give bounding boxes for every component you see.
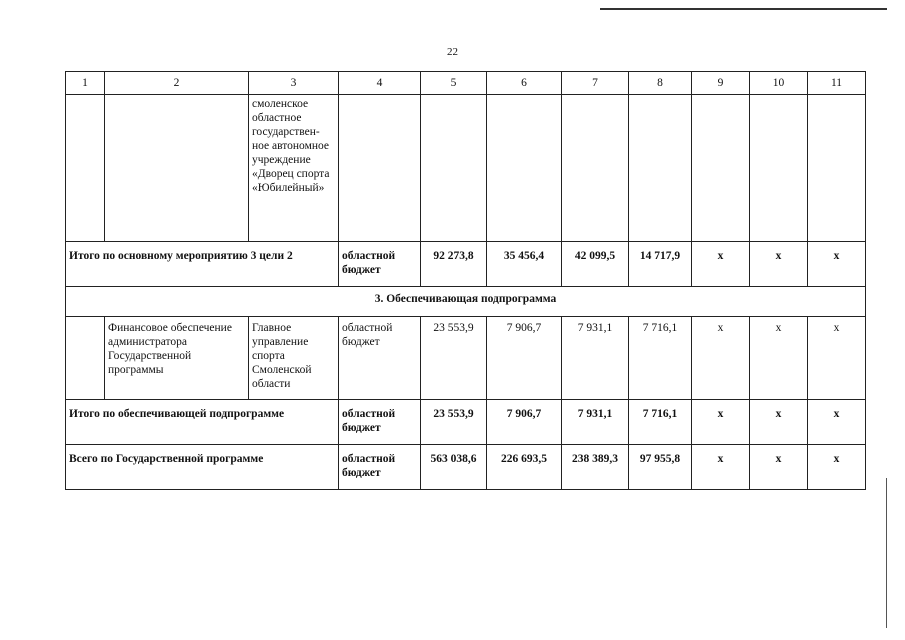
table-row xyxy=(66,95,866,242)
indicator-cell xyxy=(808,95,866,242)
number-cell xyxy=(66,95,105,242)
indicator-cell: х xyxy=(692,445,750,490)
indicator-cell: х xyxy=(808,317,866,400)
grand-total-row xyxy=(66,445,866,490)
indicator-cell: х xyxy=(808,400,866,445)
column-header: 6 xyxy=(487,72,562,95)
indicator-cell: х xyxy=(692,317,750,400)
indicator-cell: х xyxy=(750,400,808,445)
column-header: 3 xyxy=(249,72,339,95)
section-row xyxy=(66,287,866,317)
value-cell: 23 553,9 xyxy=(421,317,487,400)
value-cell: 92 273,8 xyxy=(421,242,487,287)
column-header: 10 xyxy=(750,72,808,95)
total-label: Итого по основному мероприятию 3 цели 2 xyxy=(66,242,339,287)
number-cell xyxy=(66,317,105,400)
column-header: 7 xyxy=(562,72,629,95)
indicator-cell: х xyxy=(750,445,808,490)
value-cell: 226 693,5 xyxy=(487,445,562,490)
value-cell: 7 931,1 xyxy=(562,317,629,400)
table-row xyxy=(66,317,866,400)
value-cell xyxy=(421,95,487,242)
value-cell xyxy=(629,95,692,242)
total-label: Итого по обеспечивающей подпрограмме xyxy=(66,400,339,445)
value-cell: 7 906,7 xyxy=(487,400,562,445)
indicator-cell: х xyxy=(692,400,750,445)
indicator-cell: х xyxy=(808,445,866,490)
source-cell: областной бюджет xyxy=(339,445,421,490)
indicator-cell: х xyxy=(692,242,750,287)
name-cell: Финансовое обеспечение администратора Государственной программы xyxy=(105,317,249,400)
top-rule xyxy=(600,8,887,10)
source-cell: областной бюджет xyxy=(339,242,421,287)
value-cell xyxy=(487,95,562,242)
column-header: 5 xyxy=(421,72,487,95)
value-cell: 97 955,8 xyxy=(629,445,692,490)
executor-cell: смоленское областное государствен-ное автономное учреждение «Дворец спорта «Юбилейный» xyxy=(249,95,339,242)
column-header: 1 xyxy=(66,72,105,95)
indicator-cell xyxy=(750,95,808,242)
column-header: 8 xyxy=(629,72,692,95)
value-cell: 23 553,9 xyxy=(421,400,487,445)
indicator-cell: х xyxy=(808,242,866,287)
margin-rule xyxy=(886,478,887,628)
indicator-cell xyxy=(692,95,750,242)
indicator-cell: х xyxy=(750,317,808,400)
column-header: 9 xyxy=(692,72,750,95)
total-row-support xyxy=(66,400,866,445)
value-cell: 35 456,4 xyxy=(487,242,562,287)
source-cell: областной бюджет xyxy=(339,317,421,400)
column-header: 4 xyxy=(339,72,421,95)
total-row-event3 xyxy=(66,242,866,287)
column-header: 2 xyxy=(105,72,249,95)
value-cell: 7 931,1 xyxy=(562,400,629,445)
source-cell: областной бюджет xyxy=(339,400,421,445)
column-header: 11 xyxy=(808,72,866,95)
total-label: Всего по Государственной программе xyxy=(66,445,339,490)
value-cell: 7 716,1 xyxy=(629,400,692,445)
page-number: 22 xyxy=(447,46,458,58)
source-cell xyxy=(339,95,421,242)
value-cell: 14 717,9 xyxy=(629,242,692,287)
value-cell: 7 716,1 xyxy=(629,317,692,400)
value-cell: 238 389,3 xyxy=(562,445,629,490)
name-cell xyxy=(105,95,249,242)
value-cell: 563 038,6 xyxy=(421,445,487,490)
section-title: 3. Обеспечивающая подпрограмма xyxy=(66,287,866,317)
value-cell xyxy=(562,95,629,242)
column-number-row xyxy=(66,72,866,95)
value-cell: 42 099,5 xyxy=(562,242,629,287)
value-cell: 7 906,7 xyxy=(487,317,562,400)
budget-table xyxy=(65,71,866,490)
indicator-cell: х xyxy=(750,242,808,287)
executor-cell: Главное управление спорта Смоленской области xyxy=(249,317,339,400)
